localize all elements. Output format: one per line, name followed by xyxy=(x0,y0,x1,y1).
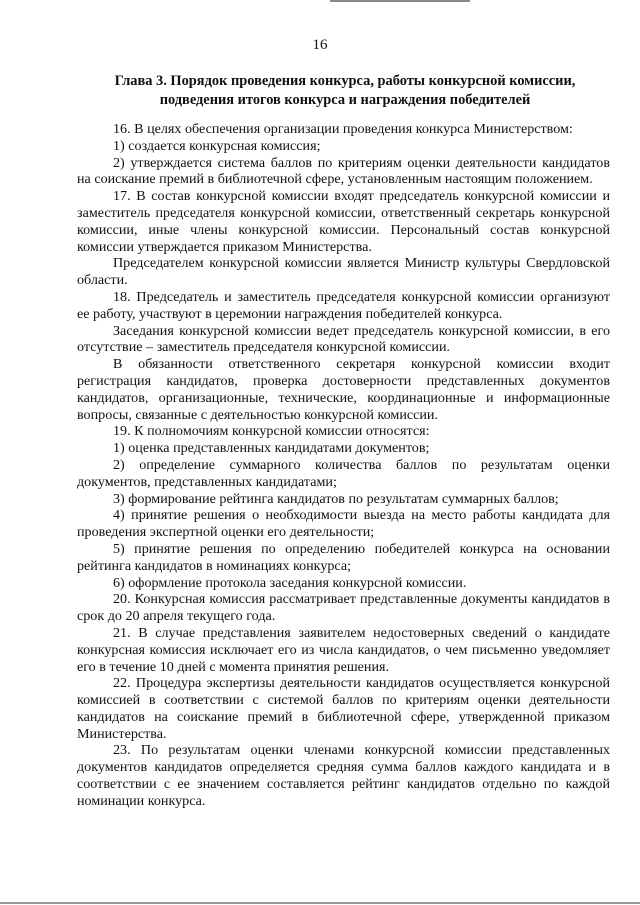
paragraph-19-item-1: 1) оценка представленных кандидатами документов; xyxy=(113,440,430,457)
paragraph-19-item-5: 5) принятие решения по определению победителей конкурса на основании рейтинга кандидатов в номинациях конкурса; xyxy=(77,540,610,574)
paragraph-17: 17. В состав конкурсной комиссии входят председатель конкурсной комиссии и заместитель председателя конкурсной комиссии, ответственный секретарь конкурсной комиссии, иные члены конкурсной комиссии. Персональный состав конкурсной комиссии утверждается приказом Министерства. xyxy=(77,188,610,255)
paragraph-17-chairman: Председателем конкурсной комиссии является Министр культуры Свердловской области. xyxy=(77,255,610,289)
paragraph-23: 23. По результатам оценки членами конкурсной комиссии представленных документов кандидатов определяется средняя сумма баллов каждого кандидата и в соответствии с ее значением составляется рейтинг кандидатов отдельно по каждой номинации конкурса. xyxy=(77,742,610,809)
paragraph-19-item-2: 2) определение суммарного количества баллов по результатам оценки документов, представленных кандидатами; xyxy=(77,456,610,490)
chapter-title: Глава 3. Порядок проведения конкурса, работы конкурсной комиссии, подведения итогов конкурса и награждения победителей xyxy=(114,73,576,108)
page-number: 16 xyxy=(312,37,328,53)
paragraph-19-item-3: 3) формирование рейтинга кандидатов по результатам суммарных баллов; xyxy=(113,490,559,507)
paragraph-19-intro: 19. К полномочиям конкурсной комиссии относятся: xyxy=(113,423,430,440)
paragraph-21: 21. В случае представления заявителем недостоверных сведений о кандидате конкурсная комиссия исключает его из числа кандидатов, о чем письменно уведомляет его в течение 10 дней с момента принятия решения. xyxy=(77,624,610,675)
paragraph-22: 22. Процедура экспертизы деятельности кандидатов осуществляется конкурсной комиссией в соответствии с системой баллов по критериям оценки деятельности кандидатов на соискание премий в библиотечной сфере, утвержденной приказом Министерства. xyxy=(77,675,610,742)
paragraph-16-intro: 16. В целях обеспечения организации проведения конкурса Министерством: xyxy=(113,121,573,137)
paragraph-20: 20. Конкурсная комиссия рассматривает представленные документы кандидатов в срок до 20 апреля текущего года. xyxy=(77,591,610,625)
document-body xyxy=(77,121,610,810)
paragraph-16-item-2: 2) утверждается система баллов по критериям оценки деятельности кандидатов на соискание премий в библиотечной сфере, установленным настоящим положением. xyxy=(77,154,610,188)
paragraph-18-meetings: Заседания конкурсной комиссии ведет председатель конкурсной комиссии, в его отсутствие – заместитель председателя конкурсной комиссии. xyxy=(77,322,610,356)
paragraph-19-item-6: 6) оформление протокола заседания конкурсной комиссии. xyxy=(113,574,467,591)
paragraph-18-secretary: В обязанности ответственного секретаря конкурсной комиссии входит регистрация кандидатов, проверка достоверности представленных документов кандидатов, организационные, технические, координационные и информационные вопросы, связанные с деятельностью конкурсной комиссии. xyxy=(77,356,610,423)
paragraph-19-item-4: 4) принятие решения о необходимости выезда на место работы кандидата для проведения экспертной оценки его деятельности; xyxy=(77,507,610,541)
top-edge-rule xyxy=(330,0,470,2)
paragraph-18: 18. Председатель и заместитель председателя конкурсной комиссии организуют ее работу, участвуют в церемонии награждения победителей конкурса. xyxy=(77,288,610,322)
bottom-edge-rule xyxy=(0,902,640,904)
paragraph-16-item-1: 1) создается конкурсная комиссия; xyxy=(113,137,321,154)
